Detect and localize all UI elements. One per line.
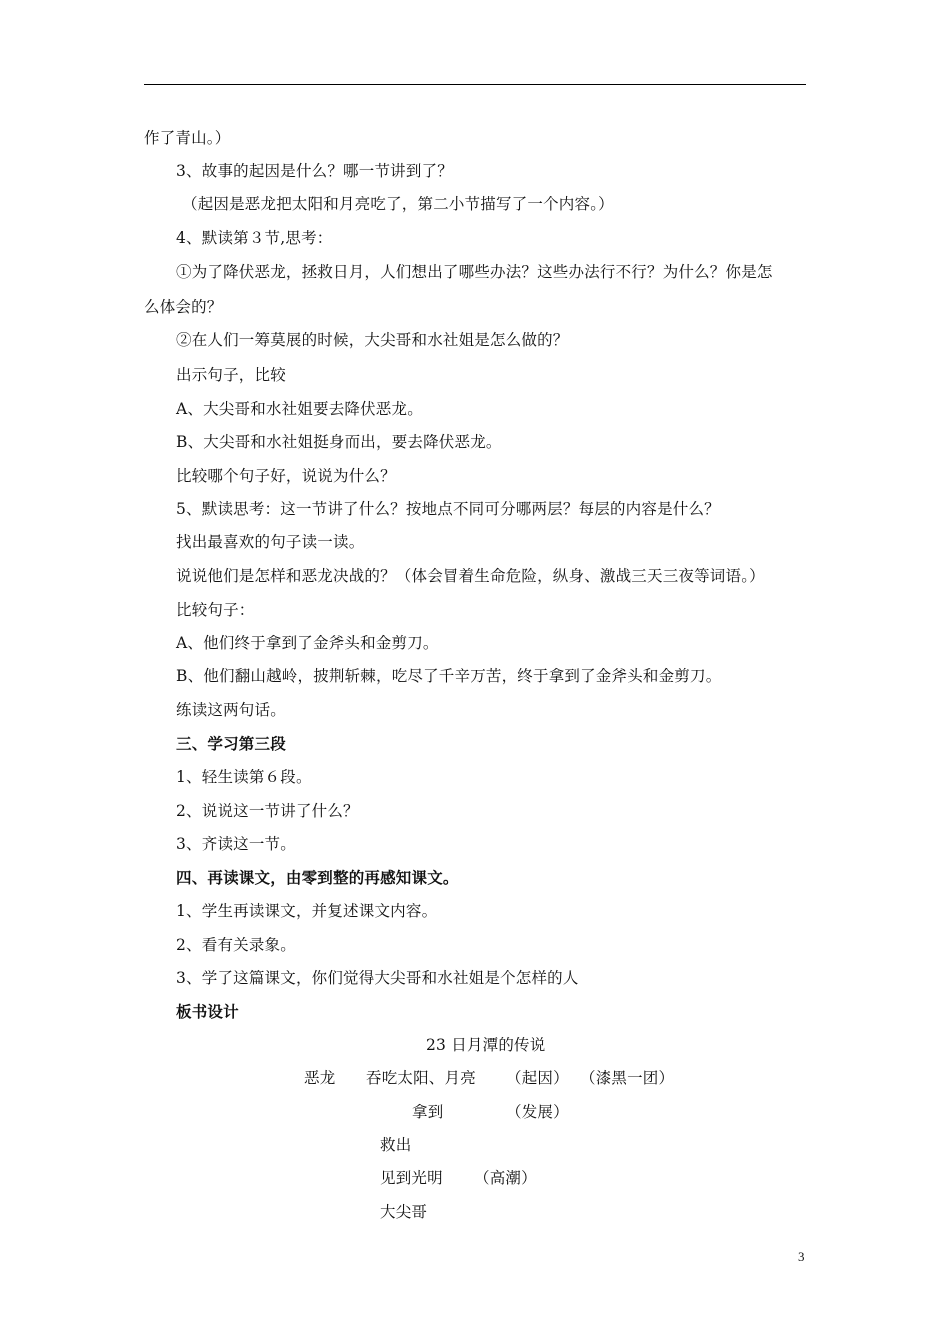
header-rule xyxy=(144,84,806,85)
section-heading: 四、再读课文，由零到整的再感知课文。 xyxy=(176,868,459,887)
board-title: 23 日月潭的传说 xyxy=(426,1036,546,1054)
text-line: A、大尖哥和水社姐要去降伏恶龙。 xyxy=(176,400,423,418)
text-line: 5、默读思考：这一节讲了什么？按地点不同可分哪两层？每层的内容是什么？ xyxy=(176,500,720,518)
board-cell: 拿到 xyxy=(412,1103,444,1121)
text-line: B、他们翻山越岭，披荆斩棘，吃尽了千辛万苦，终于拿到了金斧头和金剪刀。 xyxy=(176,667,722,685)
board-cell: （漆黑一团） xyxy=(580,1069,675,1087)
text-line: B、大尖哥和水社姐挺身而出，要去降伏恶龙。 xyxy=(176,433,502,451)
text-line: 比较句子： xyxy=(176,601,255,619)
text-line: 2、看有关录象。 xyxy=(176,936,296,954)
text-line: 练读这两句话。 xyxy=(176,701,286,719)
text-line: 作了青山。） xyxy=(144,129,231,147)
text-line: 么体会的？ xyxy=(144,298,223,316)
page-number: 3 xyxy=(798,1249,805,1264)
text-line: 3、学了这篇课文，你们觉得大尖哥和水社姐是个怎样的人 xyxy=(176,969,579,987)
text-line: 3、齐读这一节。 xyxy=(176,835,296,853)
board-cell: （起因） xyxy=(506,1069,569,1087)
board-cell: 大尖哥 xyxy=(380,1203,428,1221)
text-line: 3、故事的起因是什么？哪一节讲到了？ xyxy=(176,162,453,180)
text-line: ②在人们一筹莫展的时候，大尖哥和水社姐是怎么做的？ xyxy=(176,331,569,349)
board-cell: 恶龙 xyxy=(304,1069,336,1087)
board-cell: 吞吃太阳、月亮 xyxy=(366,1069,476,1087)
text-line: 2、说说这一节讲了什么？ xyxy=(176,802,359,820)
text-line: A、他们终于拿到了金斧头和金剪刀。 xyxy=(176,634,439,652)
board-cell: （发展） xyxy=(506,1103,569,1121)
text-line: 4、默读第３节,思考： xyxy=(176,229,333,247)
text-line: （起因是恶龙把太阳和月亮吃了，第二小节描写了一个内容。） xyxy=(182,195,614,213)
text-line: 比较哪个句子好，说说为什么？ xyxy=(176,467,396,485)
section-heading: 三、学习第三段 xyxy=(176,734,286,753)
text-line: 说说他们是怎样和恶龙决战的？（体会冒着生命危险，纵身、激战三天三夜等词语。） xyxy=(176,567,765,585)
board-cell: 救出 xyxy=(380,1136,412,1154)
board-cell: （高潮） xyxy=(474,1169,537,1187)
text-line: 1、轻生读第６段。 xyxy=(176,768,312,786)
section-heading: 板书设计 xyxy=(176,1002,239,1021)
text-line: 找出最喜欢的句子读一读。 xyxy=(176,533,365,551)
text-line: ①为了降伏恶龙，拯救日月，人们想出了哪些办法？这些办法行不行？为什么？你是怎 xyxy=(176,263,773,281)
text-line: 出示句子，比较 xyxy=(176,366,286,384)
text-line: 1、学生再读课文，并复述课文内容。 xyxy=(176,902,438,920)
board-cell: 见到光明 xyxy=(380,1169,443,1187)
